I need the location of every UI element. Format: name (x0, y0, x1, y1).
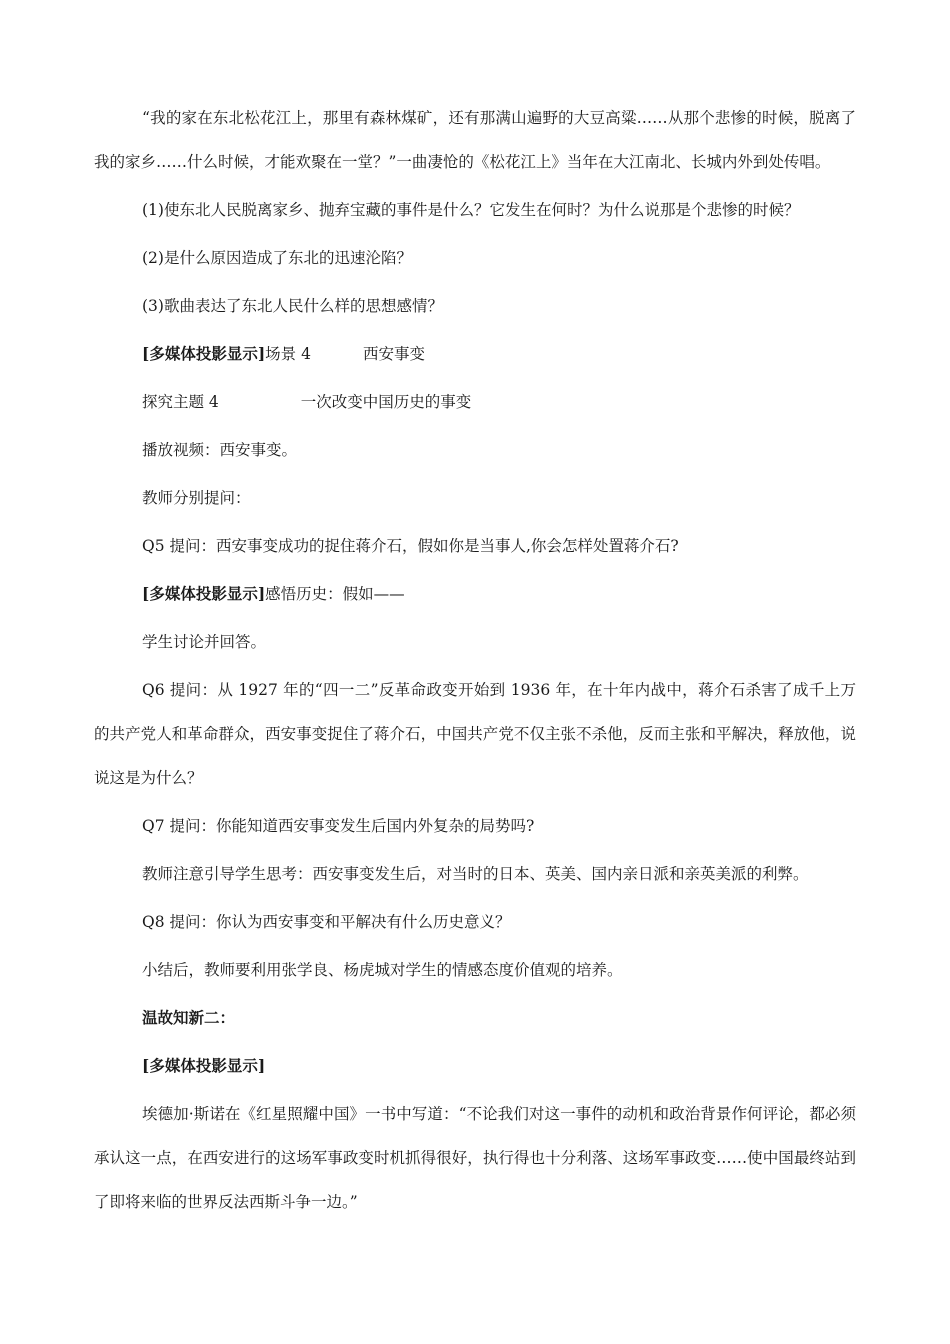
scene-label: 场景 4 (265, 345, 311, 363)
question-8: Q8 提问：你认为西安事变和平解决有什么历史意义？ (142, 913, 511, 931)
scene-line (94, 332, 856, 376)
document-page (94, 96, 856, 1224)
theme-title: 一次改变中国历史的事变 (300, 393, 472, 411)
question-3: (3)歌曲表达了东北人民什么样的思想感情？ (142, 297, 443, 315)
intro-paragraph: “我的家在东北松花江上，那里有森林煤矿，还有那满山遍野的大豆高粱……从那个悲惨的时候，脱离了我的家乡……什么时候，才能欢聚在一堂？”一曲凄怆的《松花江上》当年在大江南北、长城内外到处传唱。 (94, 109, 856, 171)
question-2: (2)是什么原因造成了东北的迅速沦陷？ (142, 249, 412, 267)
theme-line (94, 380, 856, 424)
discuss-line: 学生讨论并回答。 (142, 633, 267, 651)
scene-title: 西安事变 (362, 345, 425, 363)
media-tag-2: [多媒体投影显示] (142, 584, 266, 603)
video-line: 播放视频：西安事变。 (142, 441, 298, 459)
media-tag-3: [多媒体投影显示] (142, 1056, 266, 1075)
question-7: Q7 提问：你能知道西安事变发生后国内外复杂的局势吗? (142, 817, 535, 835)
question-1: (1)使东北人民脱离家乡、抛弃宝藏的事件是什么？它发生在何时？为什么说那是个悲惨的时候？ (142, 201, 800, 219)
summary-line: 小结后，教师要利用张学良、杨虎城对学生的情感态度价值观的培养。 (142, 961, 623, 979)
review-heading: 温故知新二： (142, 1008, 236, 1027)
teacher-ask-line: 教师分别提问： (142, 489, 251, 507)
question-6: Q6 提问：从 1927 年的“四一二”反革命政变开始到 1936 年，在十年内战中，蒋介石杀害了成千上万的共产党人和革命群众，西安事变捉住了蒋介石，中国共产党不仅主张不杀他，反而主张和平解决，释放他，说说这是为什么？ (94, 681, 856, 787)
snow-quote: 埃德加·斯诺在《红星照耀中国》一书中写道：“不论我们对这一事件的动机和政治背景作何评论，都必须承认这一点，在西安进行的这场军事政变时机抓得很好，执行得也十分利落、这场军事政变……使中国最终站到了即将来临的世界反法西斯斗争一边。” (94, 1105, 856, 1211)
question-5: Q5 提问：西安事变成功的捉住蒋介石，假如你是当事人,你会怎样处置蒋介石? (142, 537, 679, 555)
media-line-2 (94, 572, 856, 616)
theme-label: 探究主题 4 (142, 393, 219, 411)
guide-line: 教师注意引导学生思考：西安事变发生后，对当时的日本、英美、国内亲日派和亲英美派的利弊。 (142, 865, 809, 883)
scene-tag: [多媒体投影显示] (142, 344, 266, 363)
media-text-2: 感悟历史：假如—— (265, 585, 405, 603)
